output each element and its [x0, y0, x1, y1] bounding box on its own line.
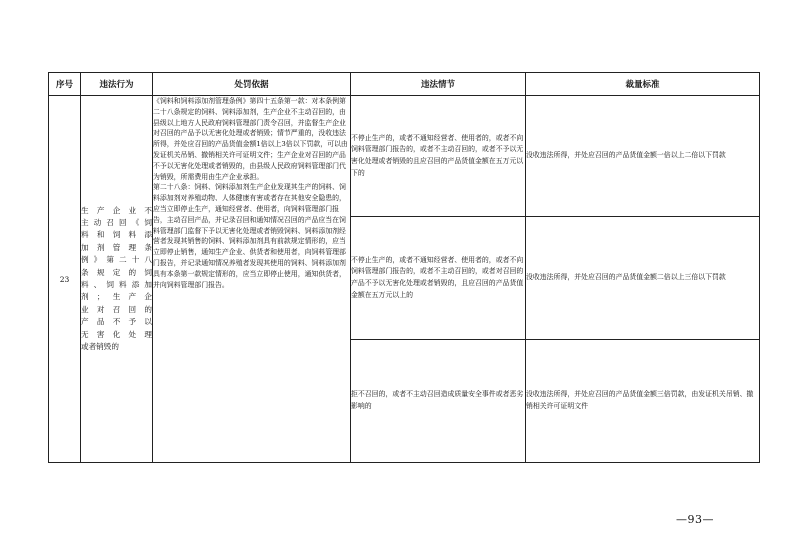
- violation-line: 例》第二十八: [81, 255, 152, 265]
- penalty-discretion-table: [48, 72, 760, 463]
- header-serial-number: 序号: [49, 73, 81, 96]
- standard-cell-tier-2: 没收违法所得，并处应召回的产品货值金额二倍以上三倍以下罚款: [526, 217, 760, 340]
- header-violation: 违法行为: [81, 73, 153, 96]
- basis-paragraph-article-28: 第二十八条：饲料、饲料添加剂生产企业发现其生产的饲料、饲料添加剂对养殖动物、人体健康有害或者存在其他安全隐患的，应当立即停止生产，通知经营者、使用者，向饲料管理部门报告，主动召回产品，并记录召回和通知情况召回的产品应当在饲料管理部门监督下予以无害化处理或者销毁饲料、饲料添加剂经营者发现其销售的饲料、饲料添加剂具有前款规定情形的，应当立即停止销售，通知生产企业、供货者和使用者，向饲料管理部门报告，并记录通知情况养殖者发现其使用的饲料、饲料添加剂具有本条第一款规定情形的，应当立即停止使用，通知供货者，并向饲料管理部门报告。: [153, 183, 346, 289]
- standard-cell-tier-3: 没收违法所得，并处应召回的产品货值金额三倍罚款，由发证机关吊销、撤销相关许可证明文件: [526, 340, 760, 463]
- basis-paragraph-article-45: 《饲料和饲料添加剂管理条例》第四十五条第一款：对本条例第二十八条规定的饲料、饲料添加剂，生产企业不主动召回的，由县级以上地方人民政府饲料管理部门责令召回，并监督生产企业对召回的产品予以无害化处理或者销毁；情节严重的，没收违法所得，并处应召回的产品货值金额1倍以上3倍以下罚款，可以由发证机关吊销、撤销相关许可证明文件；生产企业对召回的产品不予以无害化处理或者销毁的，由县级人民政府饲料管理部门代为销毁，所需费用由生产企业承担。: [153, 97, 348, 181]
- penalty-basis-cell: [153, 96, 351, 463]
- header-discretion-standard: 裁量标准: [526, 73, 760, 96]
- circumstance-cell-tier-1: 不停止生产的，或者不通知经营者、使用者的，或者不向饲料管理部门报告的，或者不主动召回的，或者不予以无害化处理或者销毁的且应召回的产品货值金额在五万元以下的: [351, 96, 526, 217]
- violation-cell: [81, 96, 153, 463]
- header-violation-circumstance: 违法情节: [351, 73, 526, 96]
- violation-line: 生产企业不: [81, 205, 152, 215]
- serial-number-cell: 23: [49, 96, 81, 463]
- header-penalty-basis: 处罚依据: [153, 73, 351, 96]
- circumstance-cell-tier-3: 拒不召回的，或者不主动召回造成质量安全事件或者恶劣影响的: [351, 340, 526, 463]
- standard-cell-tier-1: 没收违法所得，并处应召回的产品货值金额一倍以上二倍以下罚款: [526, 96, 760, 217]
- violation-line: 加剂管理条: [81, 242, 152, 252]
- violation-line: 条规定的饲: [81, 267, 152, 277]
- circumstance-cell-tier-2: 不停止生产的，或者不通知经营者、使用者的，或者不向饲料管理部门报告的，或者不主动召回的，或者对召回的产品不予以无害化处理或者销毁的，且应召回的产品货值金额在五万元以上的: [351, 217, 526, 340]
- violation-line: 产品不予以: [81, 317, 152, 327]
- violation-line: 料、饲料添加: [81, 280, 152, 289]
- table-header-row: [49, 73, 760, 96]
- violation-line: 主动召回《饲: [81, 217, 152, 227]
- violation-line: 剂；生产企: [81, 292, 152, 302]
- violation-line: 无害化处理: [81, 329, 152, 339]
- violation-line: 业对召回的: [81, 304, 152, 314]
- table-row: [49, 96, 760, 217]
- violation-line: 或者销毁的: [81, 342, 119, 352]
- page-number: —93—: [676, 513, 714, 526]
- violation-line: 料和饲料添: [81, 230, 152, 240]
